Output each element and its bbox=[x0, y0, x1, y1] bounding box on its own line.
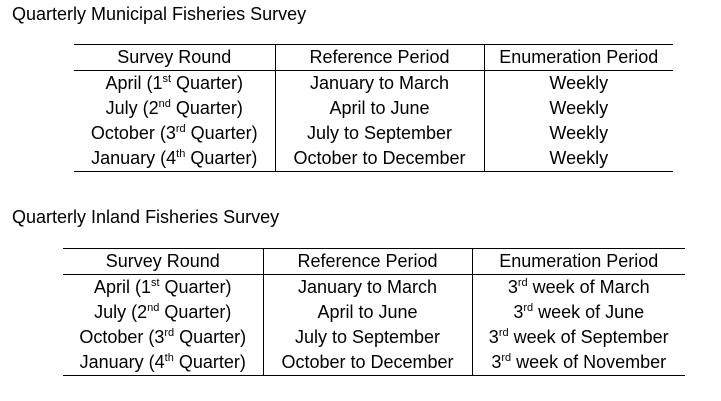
survey-round-cell: January (4th Quarter) bbox=[63, 350, 263, 376]
reference-period-cell: January to March bbox=[263, 275, 472, 301]
inland-survey-table bbox=[63, 248, 685, 376]
municipal-survey-title: Quarterly Municipal Fisheries Survey bbox=[12, 4, 307, 24]
reference-period-cell: October to December bbox=[275, 146, 484, 172]
survey-round-cell: July (2nd Quarter) bbox=[74, 96, 275, 121]
enumeration-period-cell: Weekly bbox=[549, 73, 609, 93]
table-row bbox=[74, 121, 673, 146]
column-header-survey-round: Survey Round bbox=[74, 45, 275, 71]
inland-survey-title: Quarterly Inland Fisheries Survey bbox=[12, 207, 280, 227]
table-row bbox=[74, 71, 673, 97]
enumeration-period-cell: Weekly bbox=[549, 98, 609, 118]
column-header-enumeration-period: Enumeration Period bbox=[472, 249, 685, 275]
table-row bbox=[63, 300, 685, 325]
column-header-reference-period: Reference Period bbox=[263, 249, 472, 275]
enumeration-period-cell: Weekly bbox=[484, 146, 673, 172]
survey-round-cell: April (1st Quarter) bbox=[63, 275, 263, 301]
table-row bbox=[74, 146, 673, 172]
survey-round-cell: October (3rd Quarter) bbox=[63, 325, 263, 350]
table-header-row bbox=[63, 249, 685, 275]
reference-period-cell: October to December bbox=[263, 350, 472, 376]
enumeration-period-cell: 3rd week of June bbox=[513, 302, 645, 322]
reference-period-cell: April to June bbox=[275, 96, 484, 121]
reference-period-cell: July to September bbox=[263, 325, 472, 350]
survey-round-cell: April (1st Quarter) bbox=[74, 71, 275, 97]
table-row bbox=[74, 96, 673, 121]
enumeration-period-cell: 3rd week of September bbox=[488, 327, 669, 347]
column-header-reference-period: Reference Period bbox=[275, 45, 484, 71]
municipal-survey-table bbox=[74, 44, 673, 172]
enumeration-period-cell: Weekly bbox=[549, 123, 609, 143]
table-row bbox=[63, 350, 685, 376]
enumeration-period-cell: 3rd week of March bbox=[507, 277, 650, 297]
column-header-enumeration-period: Enumeration Period bbox=[484, 45, 673, 71]
table-header-row bbox=[74, 45, 673, 71]
table-row bbox=[63, 325, 685, 350]
survey-round-cell: October (3rd Quarter) bbox=[74, 121, 275, 146]
survey-round-cell: July (2nd Quarter) bbox=[63, 300, 263, 325]
column-header-survey-round: Survey Round bbox=[63, 249, 263, 275]
reference-period-cell: July to September bbox=[275, 121, 484, 146]
survey-round-cell: January (4th Quarter) bbox=[74, 146, 275, 172]
reference-period-cell: January to March bbox=[275, 71, 484, 97]
enumeration-period-cell: 3rd week of November bbox=[472, 350, 685, 376]
reference-period-cell: April to June bbox=[263, 300, 472, 325]
table-row bbox=[63, 275, 685, 301]
